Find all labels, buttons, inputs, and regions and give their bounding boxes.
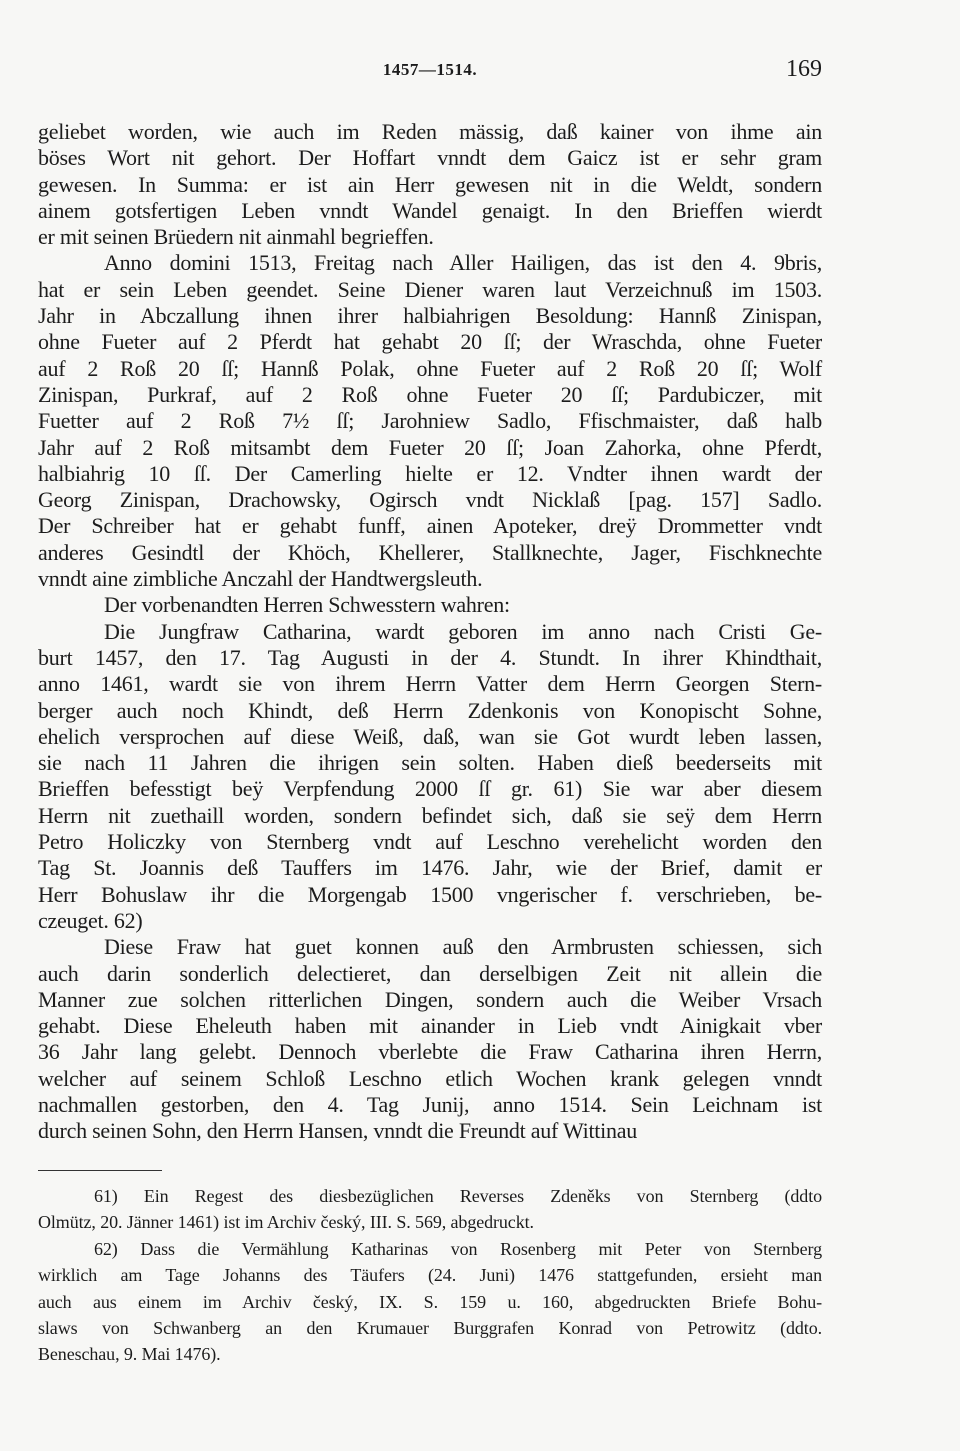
body-line: Fuetter auf 2 Roß 7½ ſſ; Jarohniew Sadlo, Ffischmaister, daß halb — [38, 408, 822, 434]
body-line: Diese Fraw hat guet konnen auß den Armbrusten schiessen, sich — [104, 934, 822, 960]
body-line: geliebet worden, wie auch im Reden mässig, daß kainer von ihme ain — [38, 119, 822, 144]
body-line: ainem gotsfertigen Leben vnndt Wandel genaigt. In den Brieffen wierdt — [38, 197, 822, 223]
body-line: Anno domini 1513, Freitag nach Aller Hailigen, das ist den 4. 9bris, — [104, 250, 822, 276]
body-line: er mit seinen Brüedern nit ainmahl begrieffen. — [38, 224, 434, 250]
body-line: halbiahrig 10 ſſ. Der Camerling hielte er 12. Vndter ihnen wardt der — [38, 460, 822, 486]
body-line: czeuget. 62) — [38, 907, 143, 933]
body-line: gewesen. In Summa: er ist ain Herr gewesen nit in die Weldt, sondern — [38, 171, 822, 197]
footnote-line: Olmütz, 20. Jänner 1461) ist im Archiv český, III. S. 569, abgedruckt. — [38, 1212, 534, 1233]
body-line: Petro Holiczky von Sternberg vndt auf Leschno verehelicht worden den — [38, 829, 822, 855]
body-line: auch darin sonderlich delectieret, dan derselbigen Zeit nit allein die — [38, 960, 822, 986]
body-line: 36 Jahr lang gelebt. Dennoch vberlebte die Fraw Catharina ihren Herrn, — [38, 1039, 822, 1065]
body-line: Jahr auf 2 Roß mitsambt dem Fueter 20 ſſ; Joan Zahorka, ohne Pferdt, — [38, 434, 822, 460]
body-line: Zinispan, Purkraf, auf 2 Roß ohne Fueter 20 ſſ; Pardubiczer, mit — [38, 381, 822, 407]
body-line: Tag St. Joannis deß Tauffers im 1476. Jahr, wie der Brief, damit er — [38, 855, 822, 881]
footnote-line: auch aus einem im Archiv český, IX. S. 159 u. 160, abgedruckten Briefe Bohu- — [38, 1291, 822, 1312]
footnotes — [38, 1183, 822, 1368]
running-title: 1457—1514. — [382, 60, 478, 79]
body-line: Herrn nit zuethaill worden, sondern befindet sich, daß sie seÿ dem Herrn — [38, 802, 822, 828]
footnote-line: Beneschau, 9. Mai 1476). — [38, 1344, 221, 1365]
body-line: Der vorbenandten Herren Schwesstern wahren: — [104, 592, 510, 618]
body-line: gehabt. Diese Eheleuth haben mit ainander in Lieb vndt Ainigkait vber — [38, 1013, 822, 1039]
body-line: Georg Zinispan, Drachowsky, Ogirsch vndt Nicklaß [pag. 157] Sadlo. — [38, 487, 822, 513]
body-line: berger auch noch Khindt, deß Herrn Zdenkonis von Konopischt Sohne, — [38, 697, 822, 723]
body-line: auf 2 Roß 20 ſſ; Hannß Polak, ohne Fueter auf 2 Roß 20 ſſ; Wolf — [38, 355, 822, 381]
body-line: Die Jungfraw Catharina, wardt geboren im anno nach Cristi Ge- — [104, 618, 822, 644]
body-line: Manner zue solchen ritterlichen Dingen, sondern auch die Weiber Vrsach — [38, 986, 822, 1012]
body-line: ohne Fueter auf 2 Pferdt hat gehabt 20 ſſ; der Wraschda, ohne Fueter — [38, 329, 822, 355]
body-line: welcher auf seinem Schloß Leschno etlich Wochen krank gelegen vnndt — [38, 1065, 822, 1091]
body-line: anderes Gesindtl der Khöch, Khellerer, Stallknechte, Jager, Fischknechte — [38, 539, 822, 565]
body-line: Der Schreiber hat er gehabt funff, ainen Apoteker, dreÿ Drommetter vndt — [38, 513, 822, 539]
page-number: 169 — [786, 56, 822, 82]
page-header — [38, 56, 822, 90]
footnote-line: 62) Dass die Vermählung Katharinas von Rosenberg mit Peter von Sternberg — [94, 1238, 822, 1259]
footnote-divider — [38, 1170, 162, 1171]
body-line: anno 1461, wardt sie von ihrem Herrn Vatter dem Herrn Georgen Stern- — [38, 671, 822, 697]
body-line: burt 1457, den 17. Tag Augusti in der 4. Stundt. In ihrer Khindthait, — [38, 644, 822, 670]
body-line: Brieffen befesstigt beÿ Verpfendung 2000 ſſ gr. 61) Sie war aber diesem — [38, 776, 822, 802]
body-text — [38, 119, 822, 1145]
body-line: Jahr in Abczallung ihnen ihrer halbiahrigen Besoldung: Hannß Zinispan, — [38, 303, 822, 329]
body-line: hat er sein Leben geendet. Seine Diener waren laut Verzeichnuß im 1503. — [38, 276, 822, 302]
body-line: durch seinen Sohn, den Herrn Hansen, vnndt die Freundt auf Wittinau — [38, 1118, 638, 1144]
body-line: ehelich versprochen auf diese Weiß, daß, wan sie Got wurdt leben lassen, — [38, 723, 822, 749]
footnote-line: 61) Ein Regest des diesbezüglichen Reverses Zdeněks von Sternberg (ddto — [94, 1186, 822, 1206]
body-line: Herr Bohuslaw ihr die Morgengab 1500 vngerischer f. verschrieben, be- — [38, 881, 822, 907]
footnote-line: wirklich am Tage Johanns des Täufers (24. Juni) 1476 stattgefunden, ersieht man — [38, 1265, 822, 1286]
body-line: sie nach 11 Jahren die ihrigen sein solten. Haben dieß beederseits mit — [38, 750, 822, 776]
body-line: vnndt aine zimbliche Anczahl der Handtwergsleuth. — [38, 566, 483, 592]
body-line: böses Wort nit gehort. Der Hoffart vnndt dem Gaicz ist er sehr gram — [38, 145, 822, 171]
footnote-line: slaws von Schwanberg an den Krumauer Burggrafen Konrad von Petrowitz (ddto. — [38, 1317, 822, 1338]
body-line: nachmallen gestorben, den 4. Tag Junij, anno 1514. Sein Leichnam ist — [38, 1091, 822, 1117]
